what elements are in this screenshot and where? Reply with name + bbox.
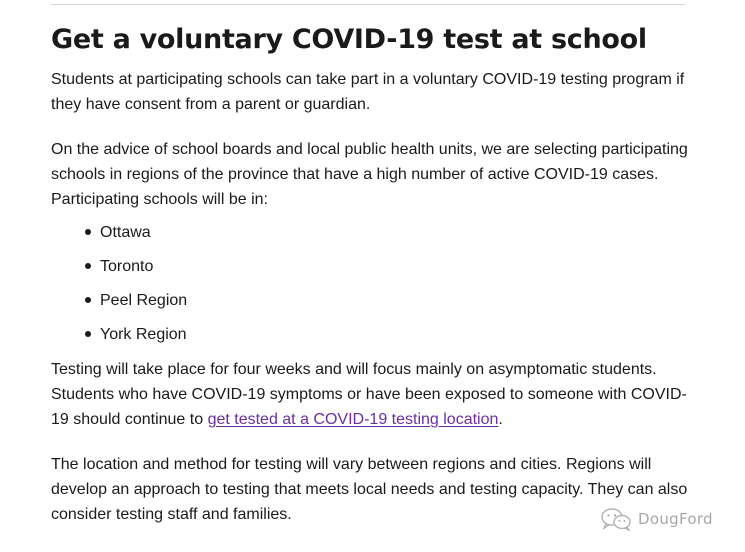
region-label: Ottawa [100,224,151,241]
bullet-icon [85,263,91,269]
watermark-text: DougFord [638,510,713,528]
testing-period: . [498,411,503,428]
bullet-icon [85,297,91,303]
advice-paragraph: On the advice of school boards and local public health units, we are selecting participating schools in regions of the province that have a high number of active COVID-19 cases. Participating schools will be in: [51,141,688,208]
list-item [100,254,691,279]
testing-text: Testing will take place for four weeks and will focus mainly on asymptomatic students. Students who have COVID-19 symptoms or have been exposed to someone with COVID-19 should continue to [51,361,687,428]
page-title: Get a voluntary COVID-19 test at school [51,24,647,55]
region-label: Peel Region [100,292,188,309]
region-label: York Region [100,326,187,343]
article-content [51,20,691,527]
list-item [100,322,691,347]
testing-location-link[interactable]: get tested at a COVID-19 testing location [207,411,499,428]
watermark [600,506,713,532]
region-label: Toronto [100,258,154,275]
bullet-icon [85,229,91,235]
testing-paragraph [51,357,691,432]
top-divider [50,4,686,5]
regions-list [51,220,691,347]
intro-paragraph: Students at participating schools can take part in a voluntary COVID-19 testing program if they have consent from a parent or guardian. [51,71,685,113]
location-paragraph: The location and method for testing will vary between regions and cities. Regions will develop an approach to testing that meets local needs and testing capacity. They can also consider testing staff and families. [51,456,688,523]
wechat-icon [600,507,632,531]
list-item [100,220,691,245]
list-item [100,288,691,313]
bullet-icon [85,331,91,337]
